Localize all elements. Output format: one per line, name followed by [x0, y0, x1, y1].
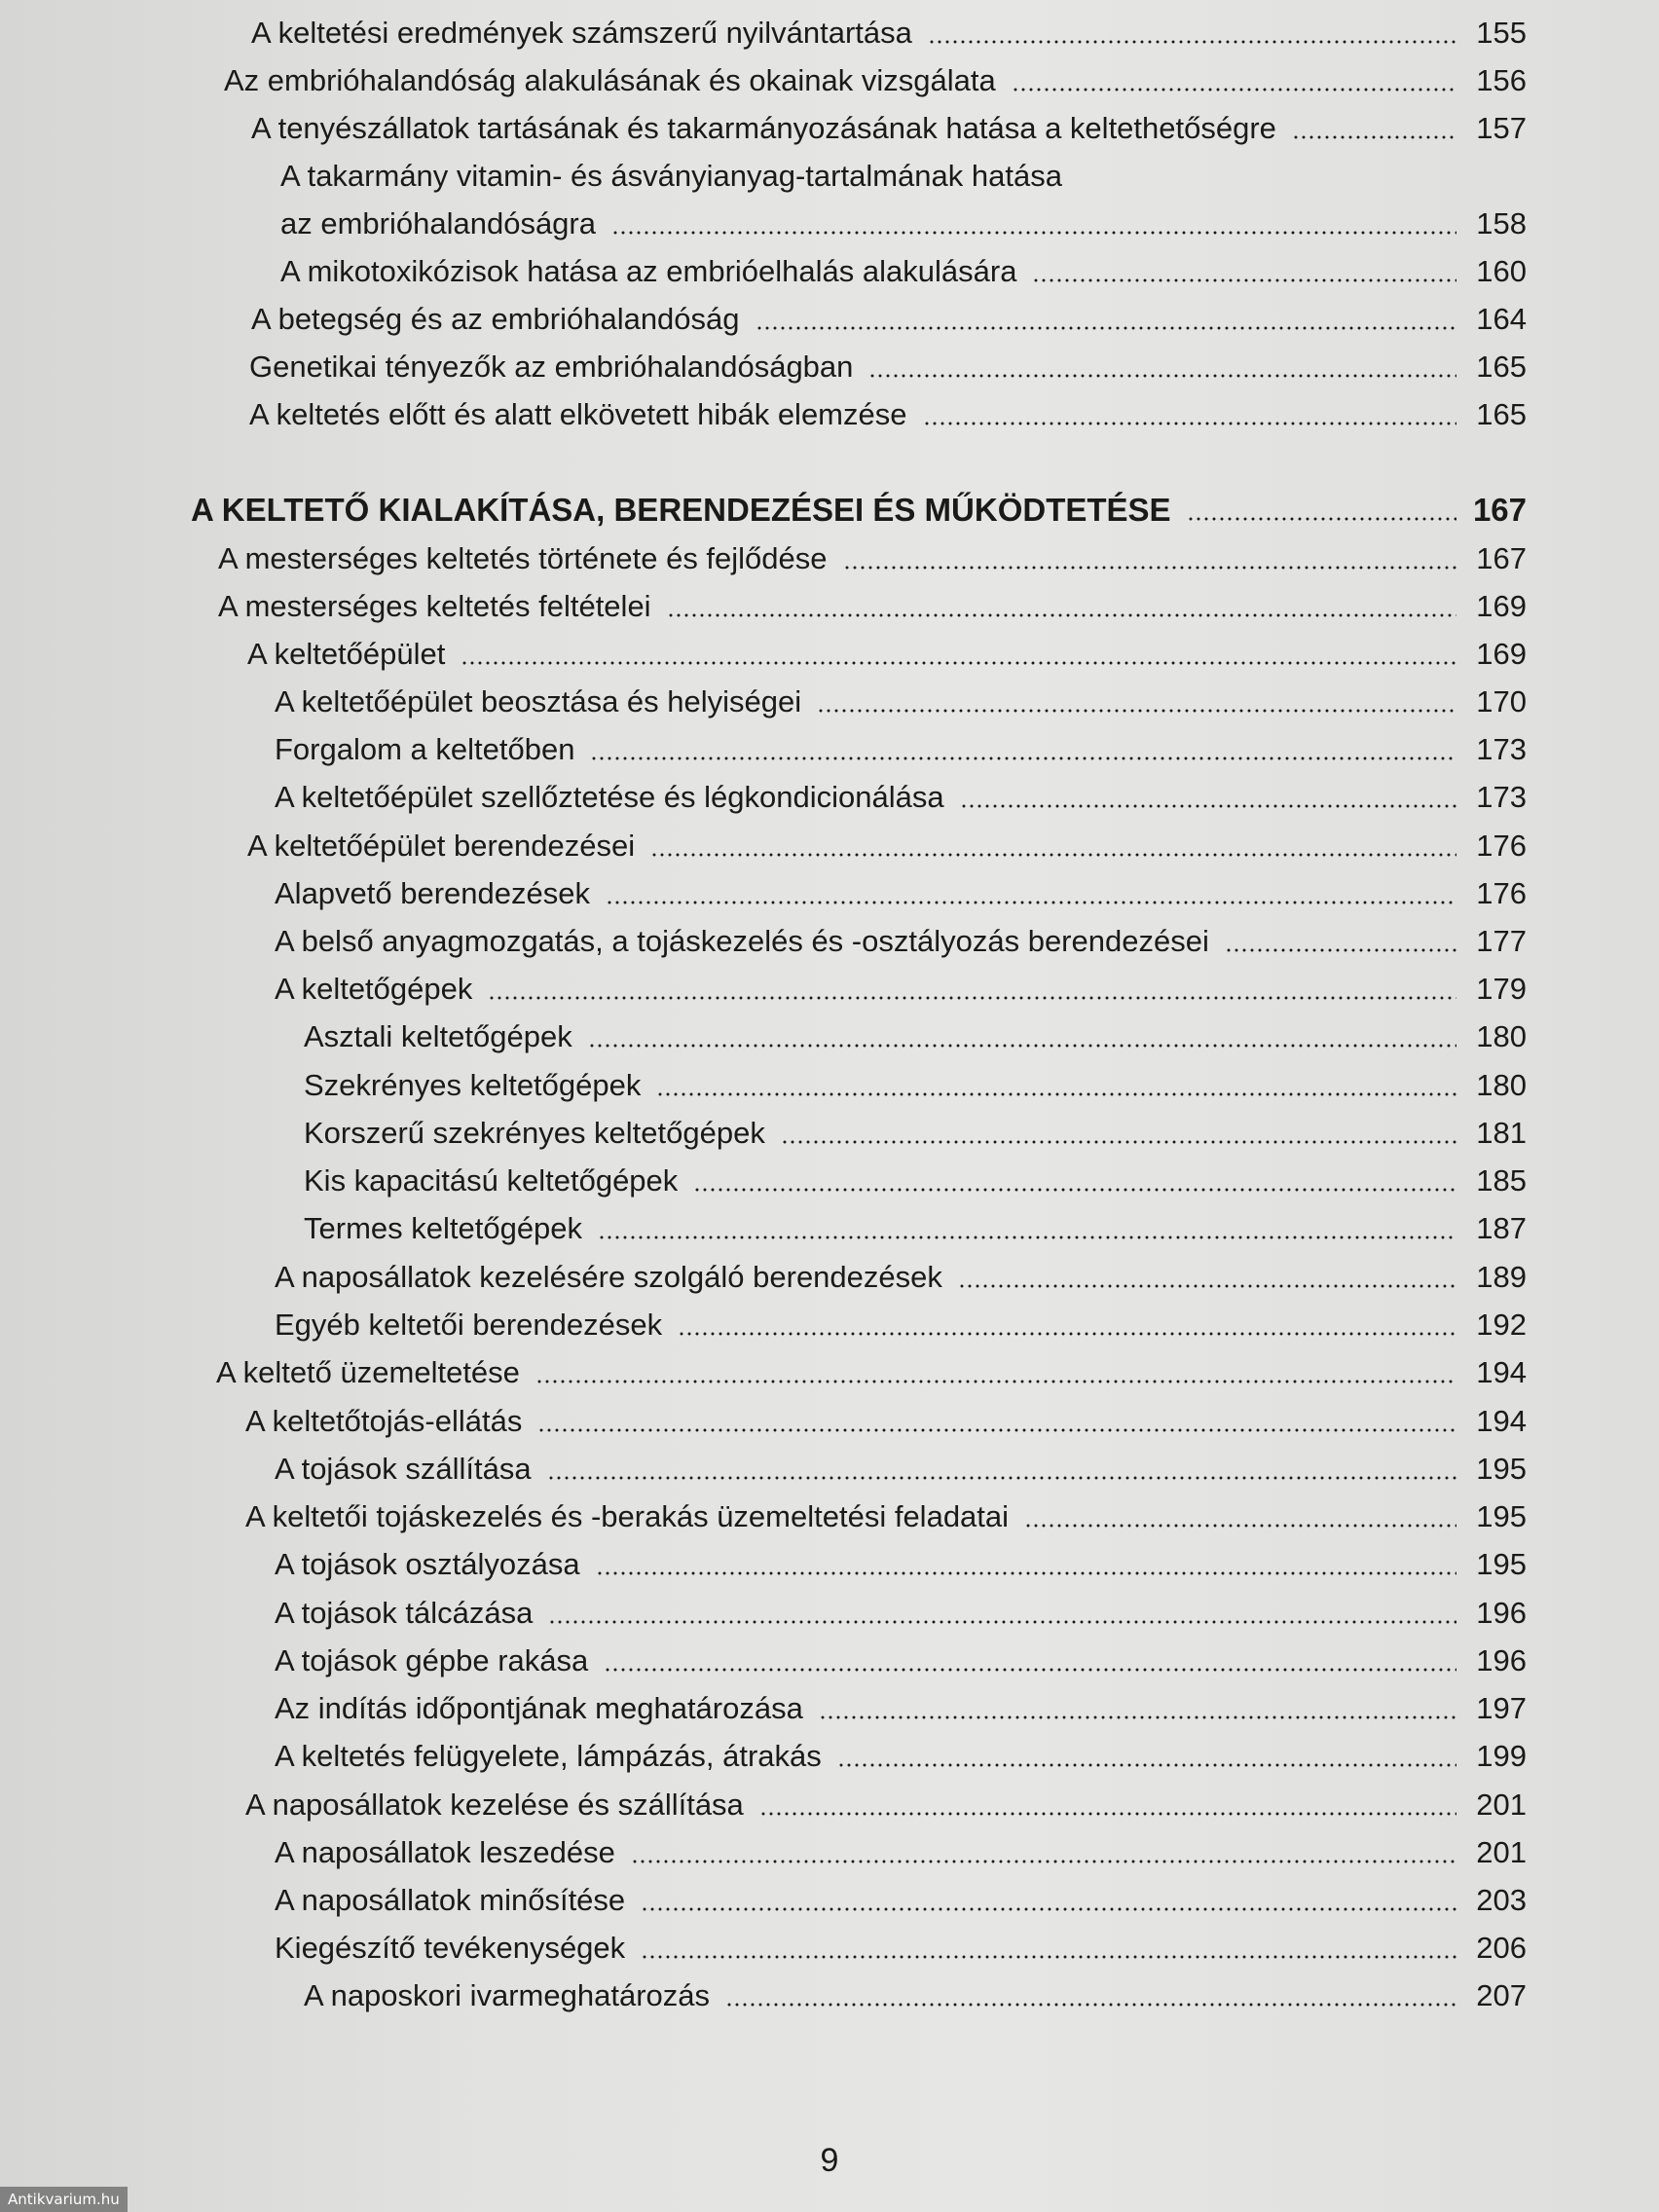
toc-entry: [275, 1877, 1527, 1920]
toc-entry-page: 165: [1476, 350, 1527, 384]
toc-entry-title: A keltetői tojáskezelés és -berakás üzemeltetési feladatai: [245, 1499, 1010, 1533]
toc-entry: [218, 535, 1527, 578]
toc-entry: [251, 10, 1527, 53]
dot-leader: [641, 1907, 1456, 1911]
toc-entry-page: 167: [1472, 492, 1527, 528]
dot-leader: [928, 40, 1456, 44]
dot-leader: [1225, 948, 1456, 952]
toc-entry-page: 194: [1476, 1404, 1527, 1438]
dot-leader: [781, 1140, 1456, 1144]
toc-entry: [280, 153, 1527, 196]
toc-entry-page: 189: [1476, 1260, 1527, 1294]
dot-leader: [678, 1332, 1456, 1336]
toc-entry: [275, 679, 1527, 721]
toc-entry: [275, 1254, 1527, 1297]
toc-entry: [275, 726, 1527, 769]
dot-leader: [537, 1428, 1456, 1432]
toc-entry-page: 195: [1476, 1452, 1527, 1486]
toc-entry-title: Az embrióhalandóság alakulásának és okainak vizsgálata: [224, 63, 996, 97]
dot-leader: [488, 996, 1456, 1000]
toc-entry: [247, 823, 1527, 866]
toc-entry: [275, 918, 1527, 961]
toc-entry-title: A keltetőépület szellőztetése és légkondicionálása: [275, 780, 944, 814]
toc-entry-page: 160: [1476, 254, 1527, 288]
toc-entry-title: Korszerű szekrényes keltetőgépek: [304, 1116, 765, 1150]
toc-entry-page: 158: [1476, 206, 1527, 240]
dot-leader: [1187, 517, 1456, 521]
toc-entry-title: A takarmány vitamin- és ásványianyag-tartalmának hatása: [280, 159, 1062, 193]
toc-entry: [275, 966, 1527, 1009]
toc-entry-title: Szekrényes keltetőgépek: [304, 1068, 642, 1102]
dot-leader: [667, 613, 1456, 617]
toc-entry-page: 197: [1476, 1691, 1527, 1725]
dot-leader: [588, 1044, 1456, 1048]
dot-leader: [819, 1715, 1456, 1719]
dot-leader: [725, 2003, 1456, 2007]
toc-entry: [249, 344, 1527, 387]
toc-entry-title: Forgalom a keltetőben: [275, 732, 575, 766]
dot-leader: [817, 709, 1456, 713]
toc-entry-page: 206: [1476, 1931, 1527, 1965]
toc-entry-title: A keltetés felügyelete, lámpázás, átrakás: [275, 1739, 822, 1773]
toc-entry-page: 176: [1476, 876, 1527, 910]
toc-entry-title: A betegség és az embrióhalandóság: [251, 302, 740, 336]
dot-leader: [650, 853, 1456, 857]
toc-entry: [304, 1014, 1527, 1056]
dot-leader: [656, 1092, 1456, 1096]
toc-entry: [275, 870, 1527, 913]
toc-entry-title: A naposállatok minősítése: [275, 1883, 626, 1917]
dot-leader: [837, 1763, 1456, 1767]
toc-entry-page: 169: [1476, 589, 1527, 623]
toc-entry-title: A mikotoxikózisok hatása az embrióelhalás alakulására: [280, 254, 1017, 288]
toc-entry-title: Egyéb keltetői berendezések: [275, 1308, 663, 1342]
toc-entry-page: 187: [1476, 1211, 1527, 1245]
dot-leader: [596, 1571, 1456, 1575]
dot-leader: [1024, 1524, 1456, 1528]
toc-entry-title: az embrióhalandóságra: [280, 206, 596, 240]
dot-leader: [548, 1620, 1456, 1624]
toc-entry-title: A keltetés előtt és alatt elkövetett hibák elemzése: [249, 397, 907, 431]
toc-entry-title: A mesterséges keltetés feltételei: [218, 589, 651, 623]
toc-entry-title: A keltetési eredmények számszerű nyilvántartása: [251, 16, 912, 50]
toc-entry-title: A keltetőtojás-ellátás: [245, 1404, 523, 1438]
toc-entry-page: 180: [1476, 1019, 1527, 1053]
toc-entry: [275, 1302, 1527, 1345]
toc-entry-page: 196: [1476, 1596, 1527, 1630]
toc-entry-page: 155: [1476, 16, 1527, 50]
dot-leader: [843, 566, 1456, 570]
dot-leader: [598, 1235, 1456, 1239]
toc-entry-title: A keltető üzemeltetése: [216, 1355, 520, 1389]
toc-entry-title: Alapvető berendezések: [275, 876, 591, 910]
toc-entry-title: A tojások gépbe rakása: [275, 1643, 589, 1677]
toc-entry: [275, 1541, 1527, 1584]
toc-entry-title: A KELTETŐ KIALAKÍTÁSA, BERENDEZÉSEI ÉS MŰKÖDTETÉSE: [191, 492, 1171, 528]
toc-entry: [224, 57, 1527, 100]
dot-leader: [923, 422, 1457, 425]
toc-entry-page: 207: [1476, 1978, 1527, 2012]
dot-leader: [606, 901, 1456, 904]
toc-entry-page: 199: [1476, 1739, 1527, 1773]
toc-entry-title: A naposkori ivarmeghatározás: [304, 1978, 711, 2012]
toc-entry: [304, 1110, 1527, 1153]
toc-entry: [304, 1205, 1527, 1248]
toc-entry: [275, 1685, 1527, 1728]
toc-entry-page: 195: [1476, 1499, 1527, 1533]
toc-entry-title: A tojások osztályozása: [275, 1547, 580, 1581]
toc-entry-page: 177: [1476, 924, 1527, 958]
toc-entry-page: 185: [1476, 1163, 1527, 1198]
toc-entry: [280, 201, 1527, 243]
toc-entry-title: A keltetőépület berendezései: [247, 829, 636, 863]
toc-entry: [275, 1638, 1527, 1680]
page-number: 9: [820, 2142, 839, 2179]
toc-entry-page: 157: [1476, 111, 1527, 145]
toc-entry-page: 180: [1476, 1068, 1527, 1102]
dot-leader: [631, 1860, 1456, 1863]
toc-entry-page: 164: [1476, 302, 1527, 336]
dot-leader: [1032, 278, 1456, 282]
toc-entry-title: A naposállatok kezelésére szolgáló berendezések: [275, 1260, 942, 1294]
toc-entry: [275, 1733, 1527, 1776]
toc-entry-page: 173: [1476, 780, 1527, 814]
toc-entry-title: Asztali keltetőgépek: [304, 1019, 572, 1053]
dot-leader: [960, 804, 1456, 808]
toc-entry-page: 203: [1476, 1883, 1527, 1917]
toc-entry: [245, 1493, 1527, 1536]
toc-entry: [275, 1590, 1527, 1633]
toc-entry-page: 195: [1476, 1547, 1527, 1581]
toc-entry-page: 181: [1476, 1116, 1527, 1150]
dot-leader: [1292, 135, 1456, 139]
toc-entry: [275, 1446, 1527, 1489]
toc-entry-title: Genetikai tényezők az embrióhalandóságban: [249, 350, 854, 384]
toc-entry-title: A naposállatok leszedése: [275, 1835, 615, 1869]
toc-entry-title: A tojások tálcázása: [275, 1596, 534, 1630]
toc-entry: [304, 1972, 1527, 2015]
toc-entry: [275, 1925, 1527, 1968]
dot-leader: [547, 1476, 1456, 1480]
toc-entry: [251, 296, 1527, 339]
toc-entry-title: A mesterséges keltetés története és fejlődése: [218, 541, 828, 575]
toc-entry-title: A tenyészállatok tartásának és takarmányozásának hatása a keltethetőségre: [251, 111, 1276, 145]
toc-entry: [218, 583, 1527, 626]
toc-entry-page: 170: [1476, 684, 1527, 719]
toc-entry-title: A keltetőgépek: [275, 972, 473, 1006]
toc-entry: [251, 105, 1527, 148]
toc-entry-title: A tojások szállítása: [275, 1452, 532, 1486]
toc-entry: [249, 391, 1527, 434]
toc-entry-page: 169: [1476, 637, 1527, 671]
toc-entry: [275, 1829, 1527, 1872]
dot-leader: [461, 661, 1456, 665]
dot-leader: [958, 1284, 1456, 1288]
toc-entry-page: 194: [1476, 1355, 1527, 1389]
dot-leader: [756, 326, 1456, 330]
toc-entry-title: Kiegészítő tevékenységek: [275, 1931, 626, 1965]
toc-entry-page: 179: [1476, 972, 1527, 1006]
dot-leader: [759, 1812, 1456, 1816]
toc-chapter-heading: [191, 487, 1527, 530]
toc-entry-title: Kis kapacitású keltetőgépek: [304, 1163, 679, 1198]
toc-entry-page: 176: [1476, 829, 1527, 863]
toc-entry-page: 196: [1476, 1643, 1527, 1677]
toc-entry: [275, 774, 1527, 817]
toc-entry-title: A keltetőépület: [247, 637, 446, 671]
toc-entry-page: 167: [1476, 541, 1527, 575]
toc-entry-page: 165: [1476, 397, 1527, 431]
watermark: Antikvarium.hu: [0, 2187, 128, 2212]
toc-entry: [280, 248, 1527, 291]
dot-leader: [1012, 88, 1456, 92]
dot-leader: [693, 1188, 1456, 1192]
toc-entry-title: A naposállatok kezelése és szállítása: [245, 1788, 744, 1822]
dot-leader: [868, 374, 1456, 378]
toc-entry: [245, 1782, 1527, 1825]
toc-entry-page: 201: [1476, 1788, 1527, 1822]
dot-leader: [641, 1955, 1456, 1959]
toc-entry-title: Termes keltetőgépek: [304, 1211, 583, 1245]
dot-leader: [611, 231, 1456, 235]
toc-entry: [247, 631, 1527, 674]
toc-entry: [304, 1158, 1527, 1200]
toc-entry: [245, 1398, 1527, 1441]
toc-entry: [216, 1349, 1527, 1392]
dot-leader: [604, 1668, 1456, 1672]
toc-entry: [304, 1062, 1527, 1105]
toc-entry-title: A belső anyagmozgatás, a tojáskezelés és -osztályozás berendezései: [275, 924, 1209, 958]
toc-entry-page: 173: [1476, 732, 1527, 766]
dot-leader: [590, 756, 1456, 760]
toc-entry-page: 201: [1476, 1835, 1527, 1869]
dot-leader: [535, 1380, 1456, 1383]
toc-entry-page: 156: [1476, 63, 1527, 97]
toc-entry-title: A keltetőépület beosztása és helyiségei: [275, 684, 802, 719]
toc-entry-title: Az indítás időpontjának meghatározása: [275, 1691, 803, 1725]
toc-entry-page: 192: [1476, 1308, 1527, 1342]
